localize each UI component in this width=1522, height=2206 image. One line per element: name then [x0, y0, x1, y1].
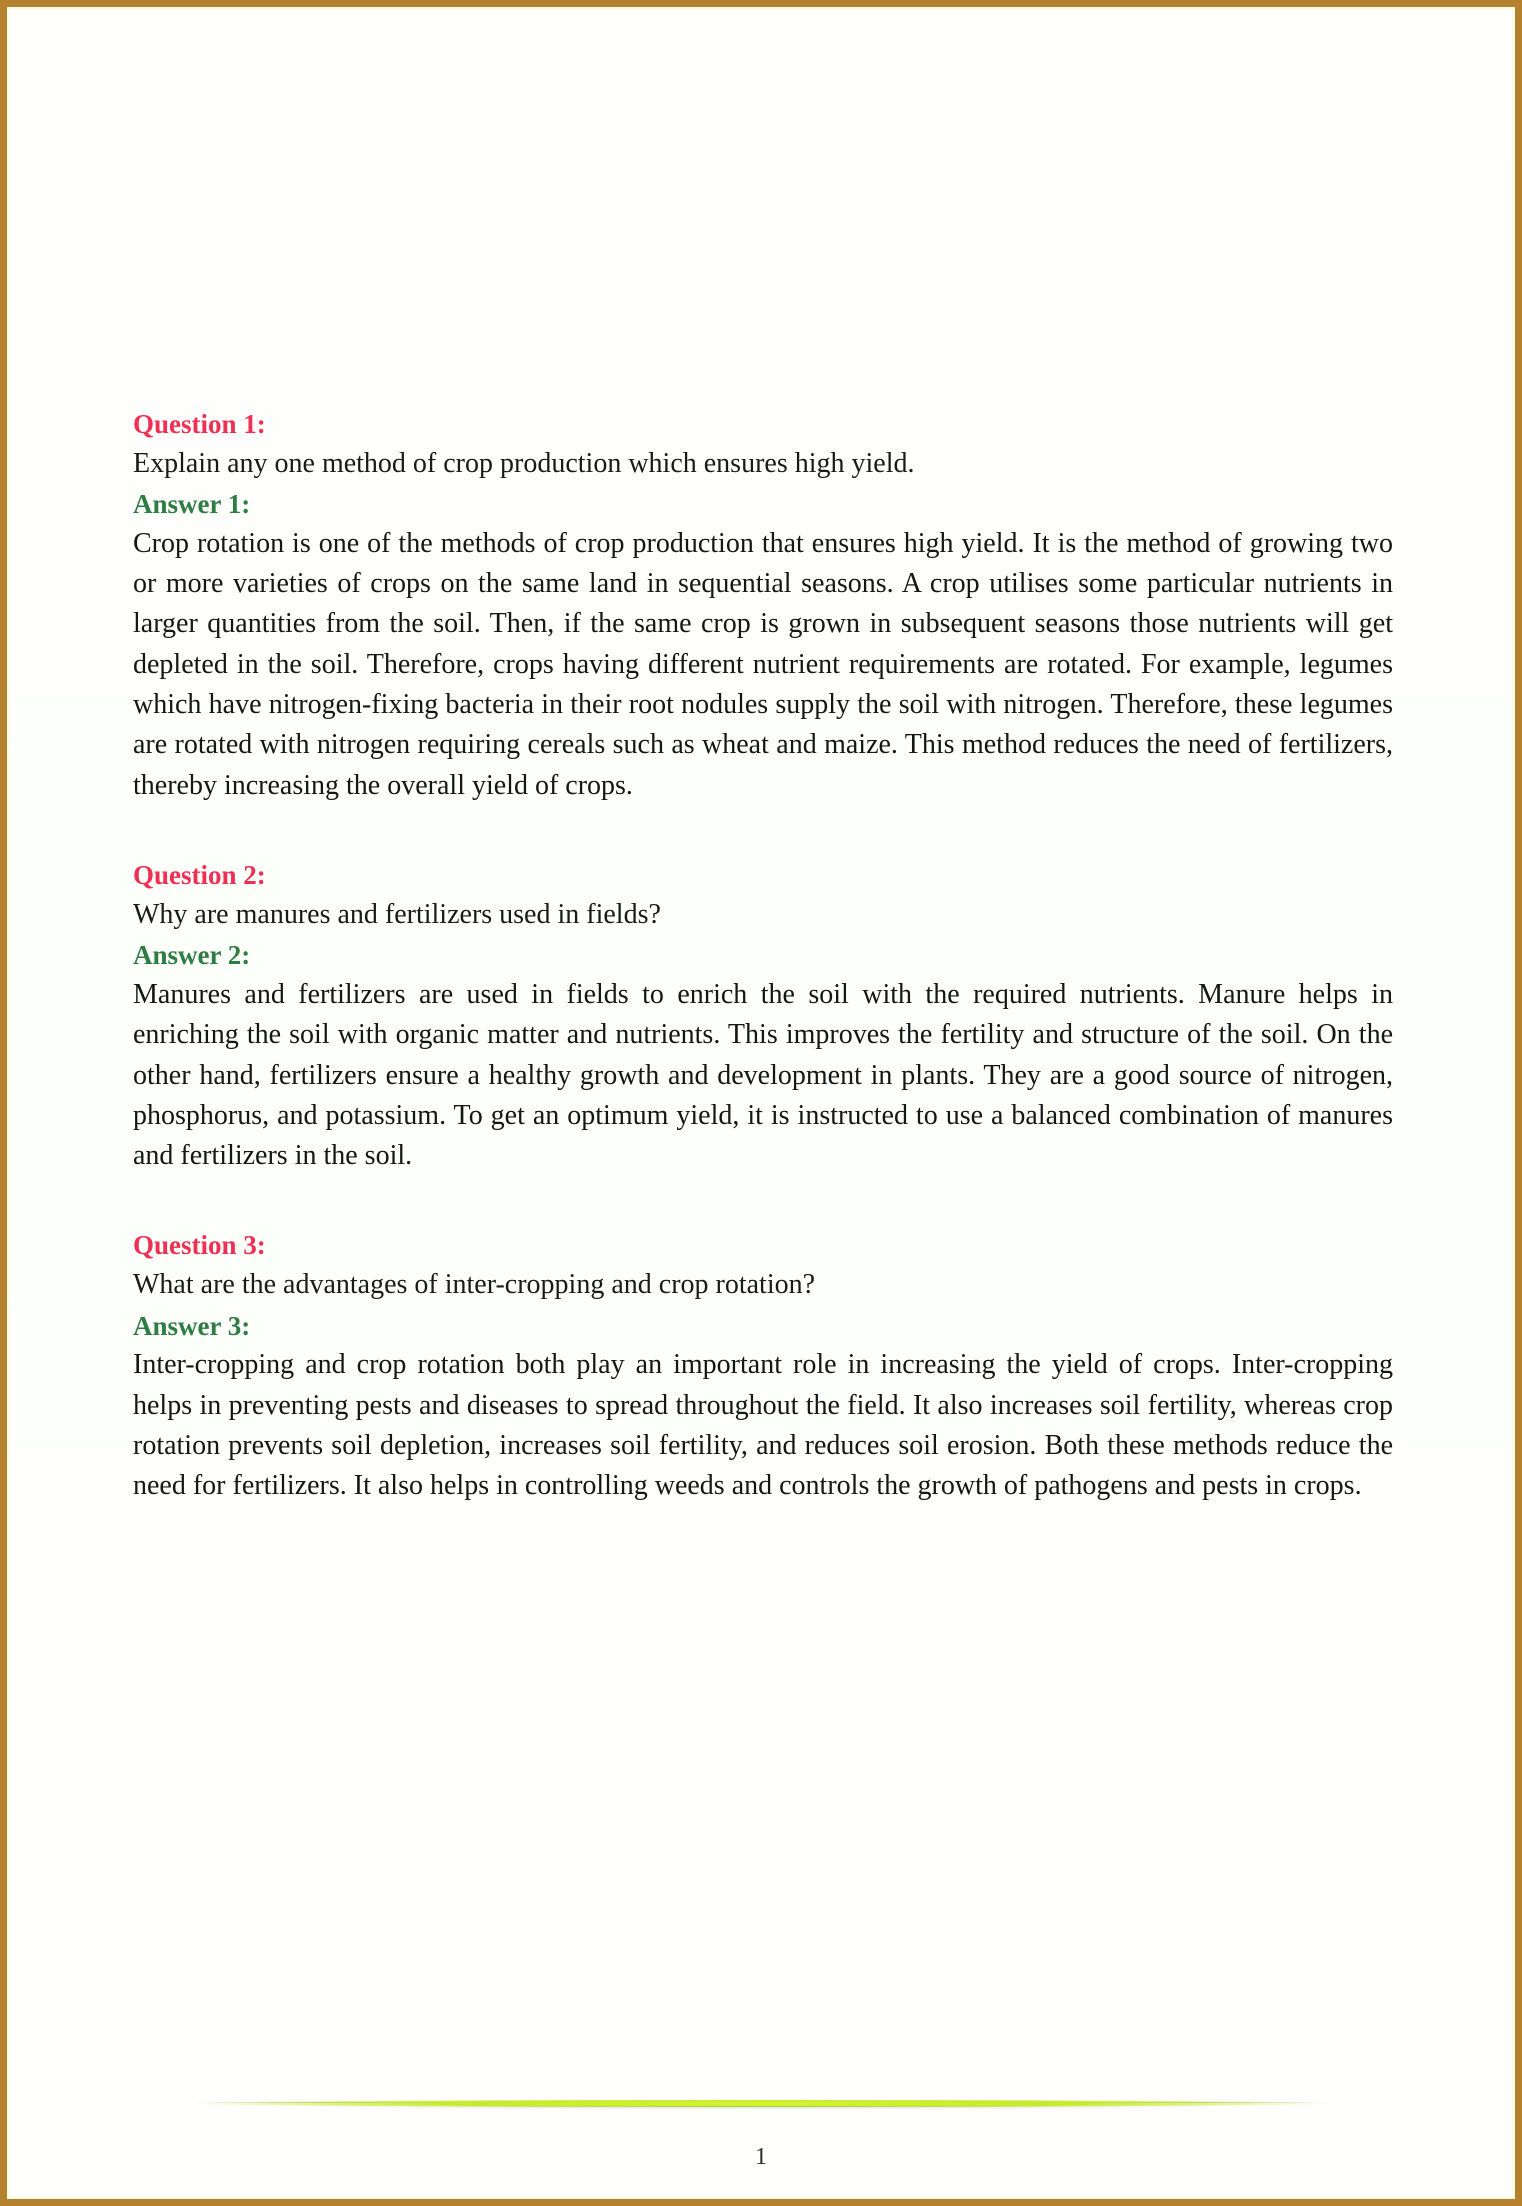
page-footer — [7, 2092, 1515, 2171]
qa-block-1 — [133, 407, 1393, 806]
question-label-2: Question 2: — [133, 860, 266, 891]
divider-shadow — [237, 2106, 1286, 2110]
decorative-divider — [191, 2092, 1331, 2114]
qa-block-3 — [133, 1228, 1393, 1506]
qa-block-2 — [133, 858, 1393, 1176]
page-number: 1 — [755, 2144, 767, 2170]
question-label-1: Question 1: — [133, 409, 266, 439]
answer-text-1: Crop rotation is one of the methods of crop production that ensures high yield. It is the method of growing two or more varieties of crops on the same land in sequential seasons. A crop utilises some particular nutrients in larger quantities from the soil. Then, if the same crop is grown in subsequent seasons those nutrients will get depleted in the soil. Therefore, crops having different nutrient requirements are rotated. For example, legumes which have nitrogen-fixing bacteria in their root nodules supply the soil with nitrogen. Therefore, these legumes are rotated with nitrogen requiring cereals such as wheat and maize. This method reduces the need of fertilizers, thereby increasing the overall yield of crops. — [133, 527, 1393, 801]
answer-text-3: Inter-cropping and crop rotation both play an important role in increasing the yield of crops. Inter-cropping helps in preventing pests and diseases to spread throughout the field. It also increases soil fertility, whereas crop rotation prevents soil depletion, increases soil fertility, and reduces soil erosion. Both these methods reduce the need for fertilizers. It also helps in controlling weeds and controls the growth of pathogens and pests in crops. — [133, 1349, 1393, 1502]
answer-label-1: Answer 1: — [133, 489, 251, 520]
answer-label-3: Answer 3: — [133, 1310, 251, 1341]
question-text-1: Explain any one method of crop production which ensures high yield. — [133, 447, 915, 479]
answer-text-2: Manures and fertilizers are used in fields to enrich the soil with the required nutrients. Manure helps in enriching the soil with organic matter and nutrients. This improves the fertility and structure of the soil. On the other hand, fertilizers ensure a healthy growth and development in plants. They are a good source of nitrogen, phosphorus, and potassium. To get an optimum yield, it is instructed to use a balanced combination of manures and fertilizers in the soil. — [133, 978, 1393, 1172]
question-text-2: Why are manures and fertilizers used in fields? — [133, 898, 661, 930]
question-text-3: What are the advantages of inter-cropping and crop rotation? — [133, 1268, 816, 1300]
question-label-3: Question 3: — [133, 1230, 266, 1261]
answer-label-2: Answer 2: — [133, 940, 251, 971]
exercises-content — [133, 407, 1393, 1507]
